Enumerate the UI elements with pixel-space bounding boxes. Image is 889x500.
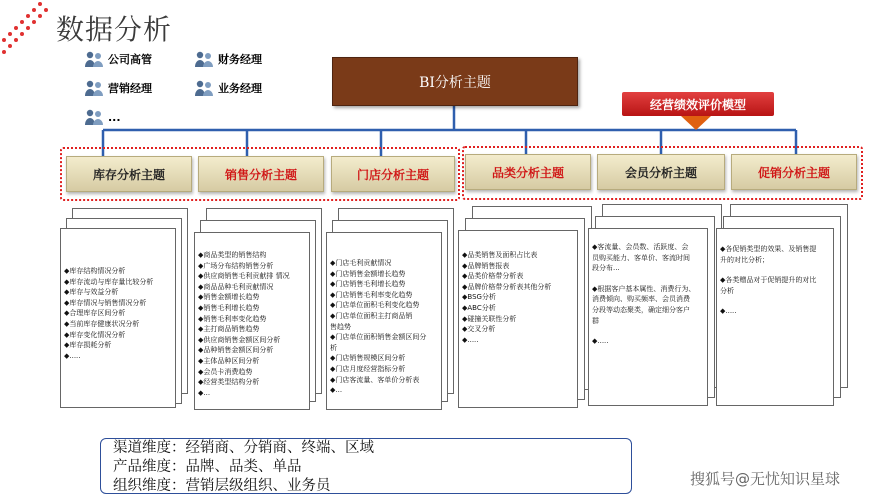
doc-line: ◆品牌价格带分析表其他分析 [462, 282, 552, 291]
role-label: 业务经理 [218, 82, 262, 95]
doc-line: ◆交叉分析 [462, 325, 496, 334]
doc-line: ◆库存与效益分析 [64, 288, 119, 297]
doc-line: ◆库存流动与库存量比较分析 [64, 277, 154, 286]
doc-line: 员购买能力、客单价、客流时间 [592, 253, 690, 262]
doc-stack-member [588, 204, 723, 404]
doc-line: ◆门店单位面积毛利变化趋势 [330, 301, 420, 310]
doc-line: ◆门店销售毛利增长趋势 [330, 280, 406, 289]
doc-line: ◆供应商销售毛利贡献排 情况 [198, 272, 290, 281]
doc-line: ◆门店客流量、客单价分析表 [330, 375, 420, 384]
doc-content [198, 250, 290, 398]
doc-line: ◆库存情况与销售情况分析 [64, 298, 147, 307]
doc-line: 群 [592, 316, 599, 325]
doc-line [720, 265, 816, 275]
doc-line: ◆门店销售金额增长趋势 [330, 269, 406, 278]
doc-line [592, 326, 695, 336]
doc-line: ◆门店单位面积销售金额区间分 [330, 333, 427, 342]
doc-line: 升的对比分析； [720, 255, 769, 264]
role-label: 公司高管 [108, 53, 152, 66]
doc-line: ◆..... [64, 351, 81, 360]
doc-line: 消费倾向、购买频率、会员消费 [592, 295, 690, 304]
topic-label: 促销分析主题 [757, 165, 830, 180]
role-label: 营销经理 [108, 82, 152, 95]
doc-line: ◆商品品种毛利贡献情况 [198, 282, 274, 291]
doc-line: ◆..... [592, 337, 609, 346]
doc-line: ◆销售金额增长趋势 [198, 293, 260, 302]
doc-line: ◆门店单位面积主打商品销 [330, 311, 413, 320]
doc-line: ◆库存变化情况分析 [64, 330, 126, 339]
doc-line: ◆供应商销售金额区间分析 [198, 335, 281, 344]
topic-member [597, 154, 725, 190]
doc-line: ◆商品类型的销售结构 [198, 251, 267, 259]
page-title: 数据分析 [56, 13, 173, 46]
doc-stack-inventory [60, 208, 190, 408]
doc-stack-store [326, 208, 456, 408]
doc-line: ◆销售毛利增长趋势 [198, 303, 260, 312]
doc-line: 分段等动态聚类，确定细分客户 [592, 305, 690, 314]
doc-line: ◆客流量、会员数、活跃度、会 [592, 243, 689, 251]
topic-store [331, 156, 455, 192]
role-label: 财务经理 [218, 53, 262, 66]
doc-content [720, 244, 816, 317]
topic-sales [198, 156, 324, 192]
topic-category [465, 154, 591, 190]
dimension-channel: 渠道维度：经销商、分销商、终端、区域 [113, 440, 374, 456]
doc-line: ◆合理库存区间分析 [64, 309, 126, 318]
doc-line: ◆广场分布结构销售分析 [198, 261, 274, 270]
doc-content [462, 250, 551, 345]
doc-stack-sales [194, 208, 324, 408]
doc-content [592, 242, 695, 347]
doc-line: ◆门店毛利贡献情况 [330, 259, 392, 267]
doc-line: ◆各促销类型的效果、及销售提 [720, 245, 817, 253]
topic-label: 会员分析主题 [624, 165, 697, 180]
topic-promotion [731, 154, 857, 190]
doc-line: ◆门店销售毛利率变化趋势 [330, 290, 413, 299]
doc-line: ◆主打商品销售趋势 [198, 325, 260, 334]
doc-line: ◆各类赠品对于促销提升的对比 [720, 276, 817, 285]
dimensions-box [100, 438, 632, 494]
doc-line: ◆库存结构情况分析 [64, 267, 126, 275]
doc-line: ◆门店月度经营指标分析 [330, 364, 406, 373]
doc-line: ◆根据客户基本属性、消费行为、 [592, 284, 696, 293]
doc-content [64, 266, 153, 361]
topic-inventory [66, 156, 192, 192]
doc-line: ◆当前库存健康状况分析 [64, 319, 140, 328]
doc-line: 析 [330, 343, 337, 352]
doc-line: ◆ABC分析 [462, 303, 496, 312]
watermark: 搜狐号@无忧知识星球 [690, 470, 841, 488]
bi-root-node: BI分析主题 [332, 57, 578, 106]
doc-line: ◆..... [462, 335, 479, 344]
eval-model-badge: 经营绩效评价模型 [622, 92, 774, 116]
doc-line: ◆碰撞关联性分析 [462, 314, 517, 323]
doc-stack-category [458, 206, 593, 406]
doc-line: ◆BSG分析 [462, 293, 496, 302]
doc-line [592, 274, 695, 284]
doc-line: 售趋势 [330, 322, 351, 331]
down-arrow-icon [681, 116, 711, 130]
doc-line: ◆品种销售金额区间分析 [198, 346, 274, 355]
dimension-organization: 组织维度：营销层级组织、业务员 [113, 478, 331, 494]
doc-line: ◆主体品种区间分析 [198, 356, 260, 365]
doc-line: ◆门店销售规模区间分析 [330, 354, 406, 363]
topic-label: 品类分析主题 [491, 165, 564, 180]
topic-label: 门店分析主题 [356, 167, 429, 182]
doc-line: ◆... [330, 386, 343, 395]
doc-line [720, 296, 816, 306]
role-label: ... [108, 110, 121, 124]
doc-line: ◆品类价格带分析表 [462, 272, 524, 281]
doc-line: 分析 [720, 286, 734, 295]
doc-line: ◆库存损耗分析 [64, 341, 112, 350]
doc-line: 段分布... [592, 264, 620, 273]
doc-line: ◆品类销售及面积占比表 [462, 251, 538, 259]
dimension-product: 产品维度：品牌、品类、单品 [113, 459, 302, 475]
doc-line: ◆经营类型结构分析 [198, 378, 260, 387]
doc-line: ◆... [198, 388, 211, 397]
doc-line: ◆销售毛利率变化趋势 [198, 314, 267, 323]
doc-line: ◆品牌销售报表 [462, 261, 510, 270]
topic-label: 库存分析主题 [92, 167, 165, 182]
doc-line: ◆..... [720, 307, 737, 316]
doc-stack-promotion [716, 204, 851, 404]
topic-label: 销售分析主题 [224, 167, 297, 182]
doc-content [330, 258, 426, 396]
doc-line: ◆会员卡消费趋势 [198, 367, 253, 376]
